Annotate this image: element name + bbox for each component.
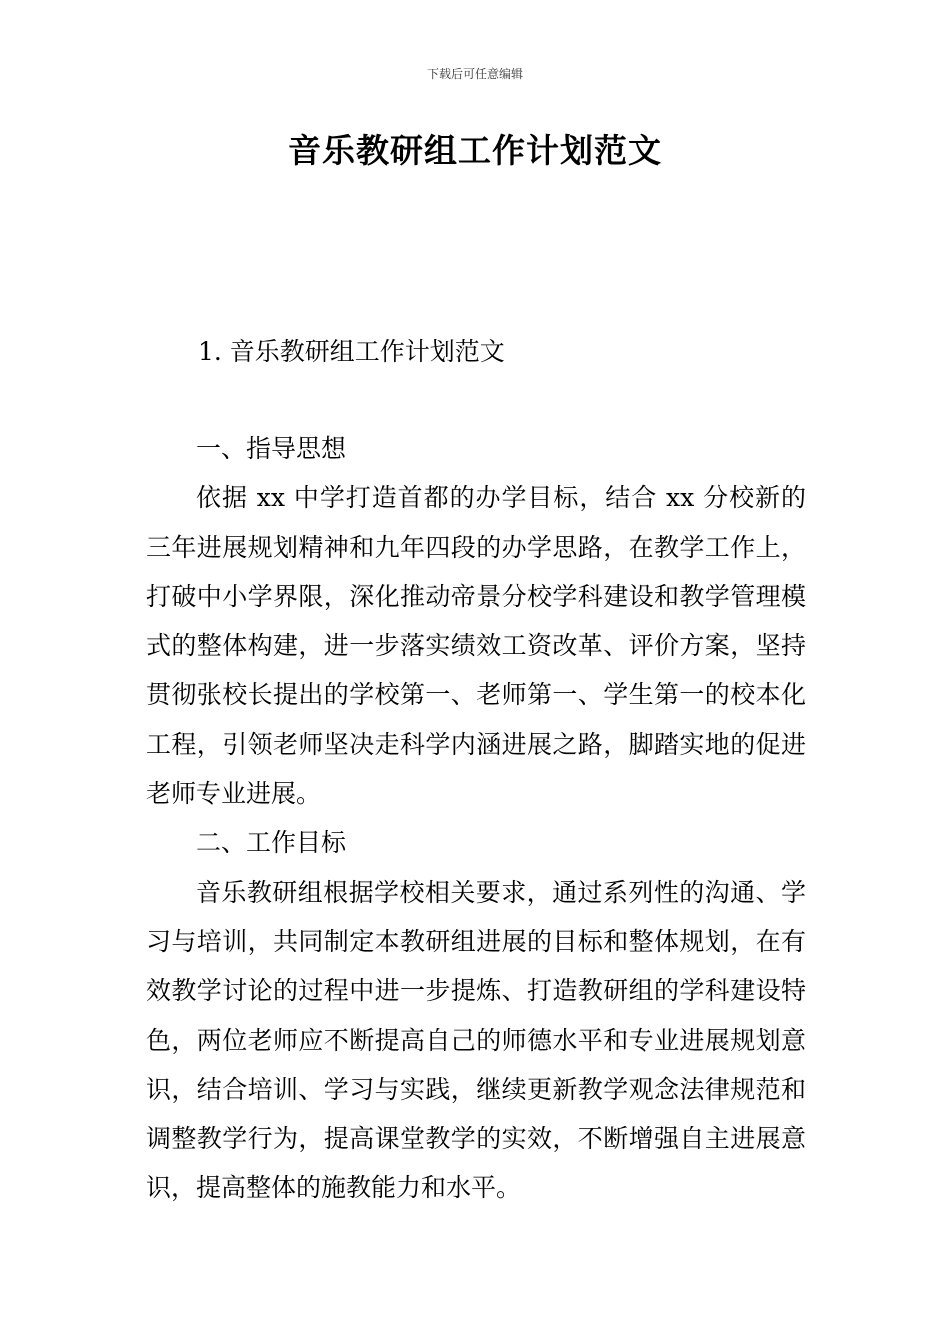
document-subtitle: 1. 音乐教研组工作计划范文 bbox=[198, 337, 505, 366]
document-body bbox=[146, 424, 806, 1213]
section-heading: 一、指导思想 bbox=[196, 434, 347, 463]
section-paragraph: 音乐教研组根据学校相关要求，通过系列性的沟通、学习与培训，共同制定本教研组进展的目标和整体规划，在有效教学讨论的过程中进一步提炼、打造教研组的学科建设特色，两位老师应不断提高自己的师德水平和专业进展规划意识，结合培训、学习与实践，继续更新教学观念法律规范和调整教学行为，提高课堂教学的实效，不断增强自主进展意识，提高整体的施教能力和水平。 bbox=[146, 877, 806, 1203]
header-note: 下载后可任意编辑 bbox=[426, 67, 523, 81]
section-heading: 二、工作目标 bbox=[196, 828, 347, 858]
document-title: 音乐教研组工作计划范文 bbox=[288, 131, 662, 170]
section-paragraph: 依据 xx 中学打造首都的办学目标，结合 xx 分校新的三年进展规划精神和九年四段的办学思路，在教学工作上，打破中小学界限，深化推动帝景分校学科建设和教学管理模式的整体构建，进一步落实绩效工资改革、评价方案，坚持贯彻张校长提出的学校第一、老师第一、学生第一的校本化工程，引领老师坚决走科学内涵进展之路，脚踏实地的促进老师专业进展。 bbox=[146, 483, 806, 809]
